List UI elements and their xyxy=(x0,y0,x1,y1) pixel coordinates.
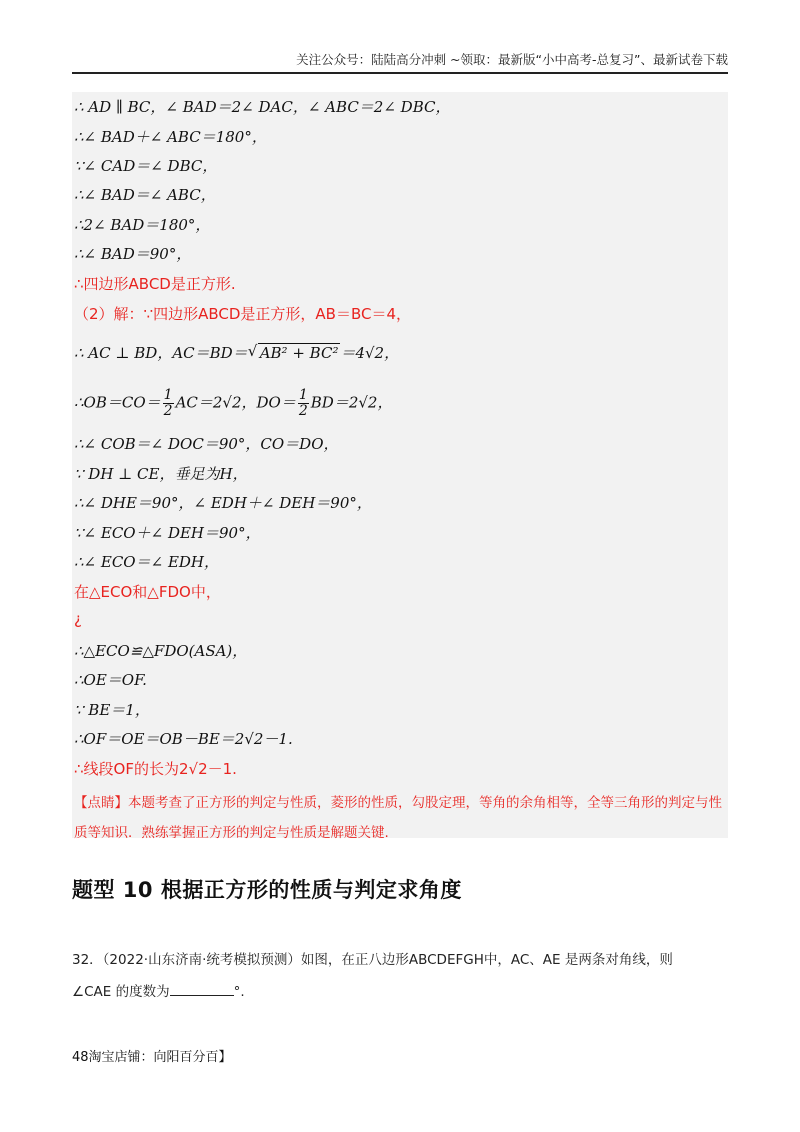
solution-line-ob xyxy=(74,388,392,419)
problem-line xyxy=(72,976,732,1008)
solution-line: ∴∠ ECO＝∠ EDH， xyxy=(74,553,219,571)
sqrt-icon: √ xyxy=(247,342,258,360)
fraction xyxy=(163,388,174,419)
answer-blank[interactable] xyxy=(170,981,234,996)
fraction-denominator: 2 xyxy=(163,403,173,419)
problem-line: 32．（2022·山东济南·统考模拟预测）如图，在正八边形ABCDEFGH中，AC、AE 是两条对角线，则 xyxy=(72,952,673,968)
key-point-text: 本题考查了正方形的判定与性质，菱形的性质，勾股定理，等角的余角相等，全等三角形的判定与性质等知识．熟练掌握正方形的判定与性质是解题关键. xyxy=(74,795,722,841)
solution-text: AC＝2√2，DO＝ xyxy=(175,393,296,412)
solution-line: ∵ DH ⊥ CE，垂足为H， xyxy=(74,465,248,483)
solution-line: ∵∠ ECO＋∠ DEH＝90°， xyxy=(74,524,261,542)
solution-text: BD＝2√2， xyxy=(310,393,393,412)
key-point-tag: 【点睛】 xyxy=(74,795,128,811)
solution-line: ∴OE＝OF. xyxy=(74,671,147,689)
solution-line: ∵ BE＝1， xyxy=(74,701,150,719)
solution-box xyxy=(72,92,728,841)
solution-line: ∵∠ CAD＝∠ DBC， xyxy=(74,157,218,175)
section-heading: 题型 10 根据正方形的性质与判定求角度 xyxy=(72,878,462,902)
problem-text: °. xyxy=(233,984,245,1000)
solution-line: ∴线段OF的长为2√2－1. xyxy=(74,760,237,778)
problem-text: ∠CAE 的度数为 xyxy=(72,984,170,1000)
solution-line: ∴∠ COB＝∠ DOC＝90°，CO＝DO， xyxy=(74,435,339,453)
solution-line: ∴∠ BAD＝90°， xyxy=(74,245,192,263)
solution-line: ∴四边形ABCD是正方形. xyxy=(74,275,236,293)
solution-line: ∴△ECO≌△FDO(ASA)， xyxy=(74,642,248,660)
solution-line: 在△ECO和△FDO中， xyxy=(74,583,221,601)
solution-text: ＝4√2， xyxy=(340,344,400,362)
fraction-denominator: 2 xyxy=(298,403,308,419)
sqrt-expression xyxy=(248,344,341,362)
page-header: 关注公众号：陆陆高分冲刺 ~领取：最新版“小中高考-总复习”、最新试卷下载 xyxy=(72,50,728,74)
solution-line: ∴ AD ∥ BC，∠ BAD＝2∠ DAC，∠ ABC＝2∠ DBC， xyxy=(74,98,451,116)
solution-line: ∴∠ BAD＝∠ ABC， xyxy=(74,186,216,204)
page-footer: 48淘宝店铺：向阳百分百】 xyxy=(72,1050,232,1065)
fraction-numerator: 1 xyxy=(298,387,308,403)
solution-text: ∴ AC ⊥ BD，AC＝BD＝ xyxy=(74,344,248,362)
solution-line: ¿ xyxy=(74,610,82,628)
fraction-numerator: 1 xyxy=(163,387,173,403)
solution-line: ∴∠ DHE＝90°，∠ EDH＋∠ DEH＝90°， xyxy=(74,494,372,512)
solution-line: ∴OF＝OE＝OB－BE＝2√2－1. xyxy=(74,730,293,748)
solution-line: ∴∠ BAD＋∠ ABC＝180°， xyxy=(74,128,267,146)
solution-line: ∴2∠ BAD＝180°， xyxy=(74,216,211,234)
solution-text: ∴OB＝CO＝ xyxy=(74,393,161,412)
solution-line-ac xyxy=(74,342,399,363)
problem-32 xyxy=(72,944,732,1008)
fraction xyxy=(298,388,309,419)
solution-line: （2）解：∵四边形ABCD是正方形，AB＝BC＝4， xyxy=(74,305,411,323)
sqrt-radicand: AB² + BC² xyxy=(259,344,339,362)
key-point-note xyxy=(74,788,724,848)
